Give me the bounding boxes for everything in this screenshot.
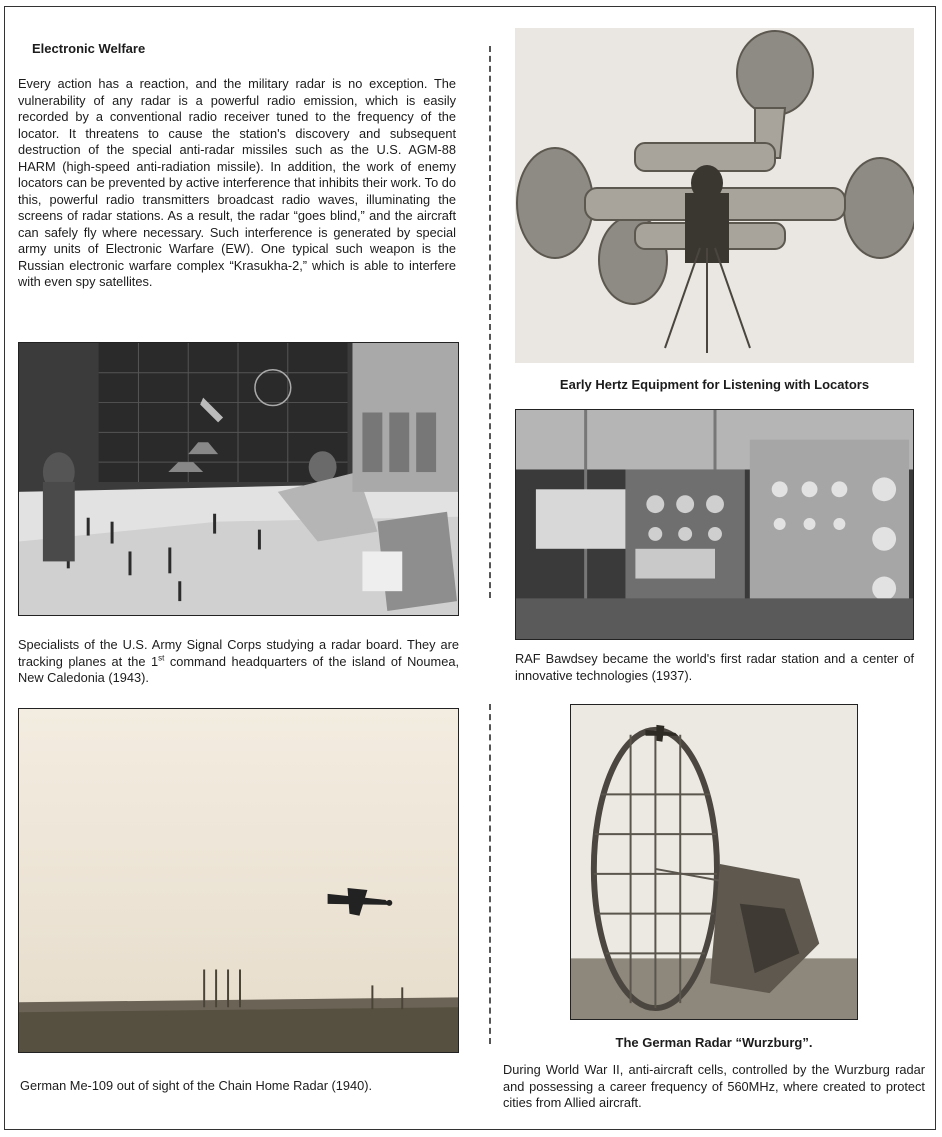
bawdsey-caption: RAF Bawdsey became the world's first radar station and a center of innovative technologies (1937).: [515, 651, 914, 683]
me109-caption: German Me-109 out of sight of the Chain Home Radar (1940).: [20, 1078, 373, 1093]
article-title: Electronic Welfare: [32, 41, 146, 56]
wurzburg-radar-photo: [570, 704, 858, 1020]
column-divider-top: [489, 46, 491, 598]
wurzburg-caption: During World War II, anti-aircraft cells, controlled by the Wurzburg radar and possessing a career frequency of 560MHz, where created to protect cities from Allied aircraft.: [503, 1062, 925, 1110]
wurzburg-title: The German Radar “Wurzburg”.: [615, 1035, 813, 1050]
article-body: Every action has a reaction, and the military radar is no exception. The vulnerability of any radar is a powerful radio emission, which is easily recorded by a conventional radio receiver tuned to the frequency of the locator. It threatens to cause the station's discovery and subsequent destruction of the special anti-radar missiles such as the U.S. AGM-88 HARM (high-speed anti-radiation missile). In addition, the work of enemy locators can be prevented by active interference that inhibits their work. To do this, powerful radio transmitters broadcast radio waves, illuminating the screens of radar stations. As a result, the radar “goes blind,” and the aircraft can safely fly where necessary. Such interference is generated by special army units of Electronic Warfare (EW). One typical such weapon is the Russian electronic warfare complex “Krasukha-2,” which is able to interfere with even spy satellites.: [18, 76, 456, 289]
column-divider-bottom: [489, 704, 491, 1044]
me109-chain-home-photo: [18, 708, 459, 1053]
hertz-caption: Early Hertz Equipment for Listening with Locators: [559, 377, 870, 392]
radar-plotting-board-photo: [18, 342, 459, 616]
hertz-listening-equipment-photo: [515, 28, 914, 363]
raf-bawdsey-equipment-photo: [515, 409, 914, 640]
signal-corps-caption: Specialists of the U.S. Army Signal Corps studying a radar board. They are tracking planes at the 1st command headquarters of the island of Noumea, New Caledonia (1943).: [18, 637, 459, 685]
